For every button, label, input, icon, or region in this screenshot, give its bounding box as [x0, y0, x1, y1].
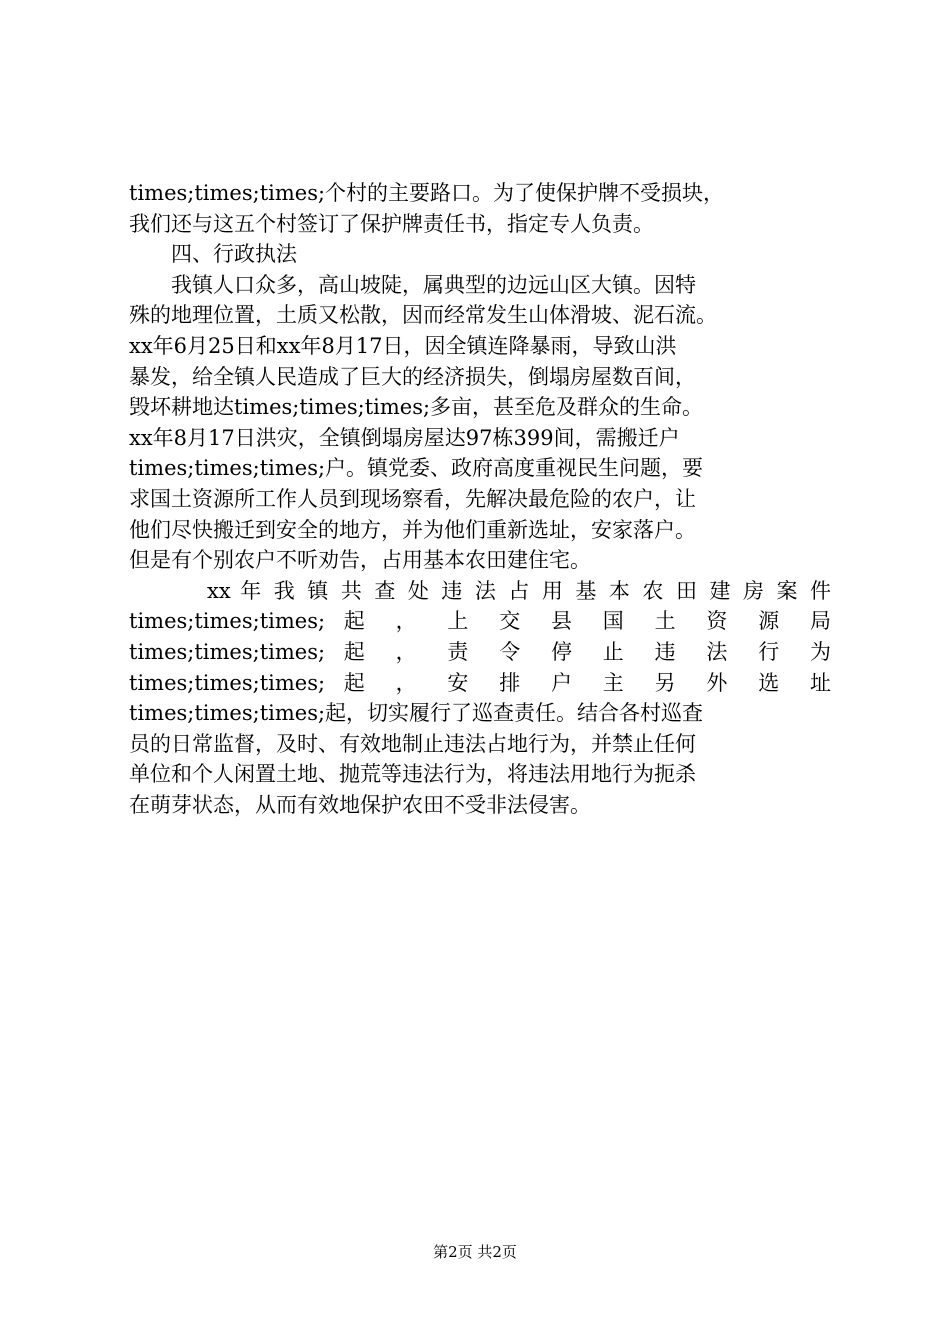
text-line: 在萌芽状态，从而有效地保护农田不受非法侵害。 [129, 792, 591, 817]
text-line: 但是有个别农户不听劝告，占用基本农田建住宅。 [129, 548, 591, 573]
text-line: xx年8月17日洪灾，全镇倒塌房屋达97栋399间，需搬迁户 [129, 425, 680, 450]
body-text [129, 178, 831, 820]
text-line: 员的日常监督，及时、有效地制止违法占地行为，并禁止任何 [129, 731, 696, 756]
text-line: times;times;times; 起 ， 上 交 县 国 土 资 源 局 [129, 609, 831, 634]
text-line: 单位和个人闲置土地、抛荒等违法行为，将违法用地行为扼杀 [129, 762, 696, 787]
text-line: 我镇人口众多，高山坡陡，属典型的边远山区大镇。因特 [171, 272, 696, 297]
text-line: times;times;times;户。镇党委、政府高度重视民生问题，要 [129, 456, 704, 481]
text-line: times;times;times;个村的主要路口。为了使保护牌不受损块， [129, 181, 725, 205]
text-line: times;times;times; 起 ， 安 排 户 主 另 外 选 址 [129, 670, 831, 695]
page-footer: 第2页 共2页 [433, 1243, 517, 1261]
text-line: 他们尽快搬迁到安全的地方，并为他们重新选址，安家落户。 [129, 517, 696, 542]
text-line: xx 年 我 镇 共 查 处 违 法 占 用 基 本 农 田 建 房 案 件 [207, 578, 831, 603]
text-line: xx年6月25日和xx年8月17日，因全镇连降暴雨，导致山洪 [129, 333, 677, 358]
text-line: 殊的地理位置，土质又松散，因而经常发生山体滑坡、泥石流。 [129, 303, 717, 328]
text-line: times;times;times; 起 ， 责 令 停 止 违 法 行 为 [129, 639, 831, 664]
text-line: 暴发，给全镇人民造成了巨大的经济损失，倒塌房屋数百间， [129, 364, 696, 389]
text-line: 求国土资源所工作人员到现场察看，先解决最危险的农户，让 [129, 486, 696, 511]
text-line: times;times;times;起，切实履行了巡查责任。结合各村巡査 [129, 701, 704, 726]
text-line: 四、行政执法 [171, 242, 297, 267]
text-line: 毁坏耕地达times;times;times;多亩，甚至危及群众的生命。 [129, 395, 704, 420]
text-line: 我们还与这五个村签订了保护牌责任书，指定专人负责。 [129, 211, 654, 236]
